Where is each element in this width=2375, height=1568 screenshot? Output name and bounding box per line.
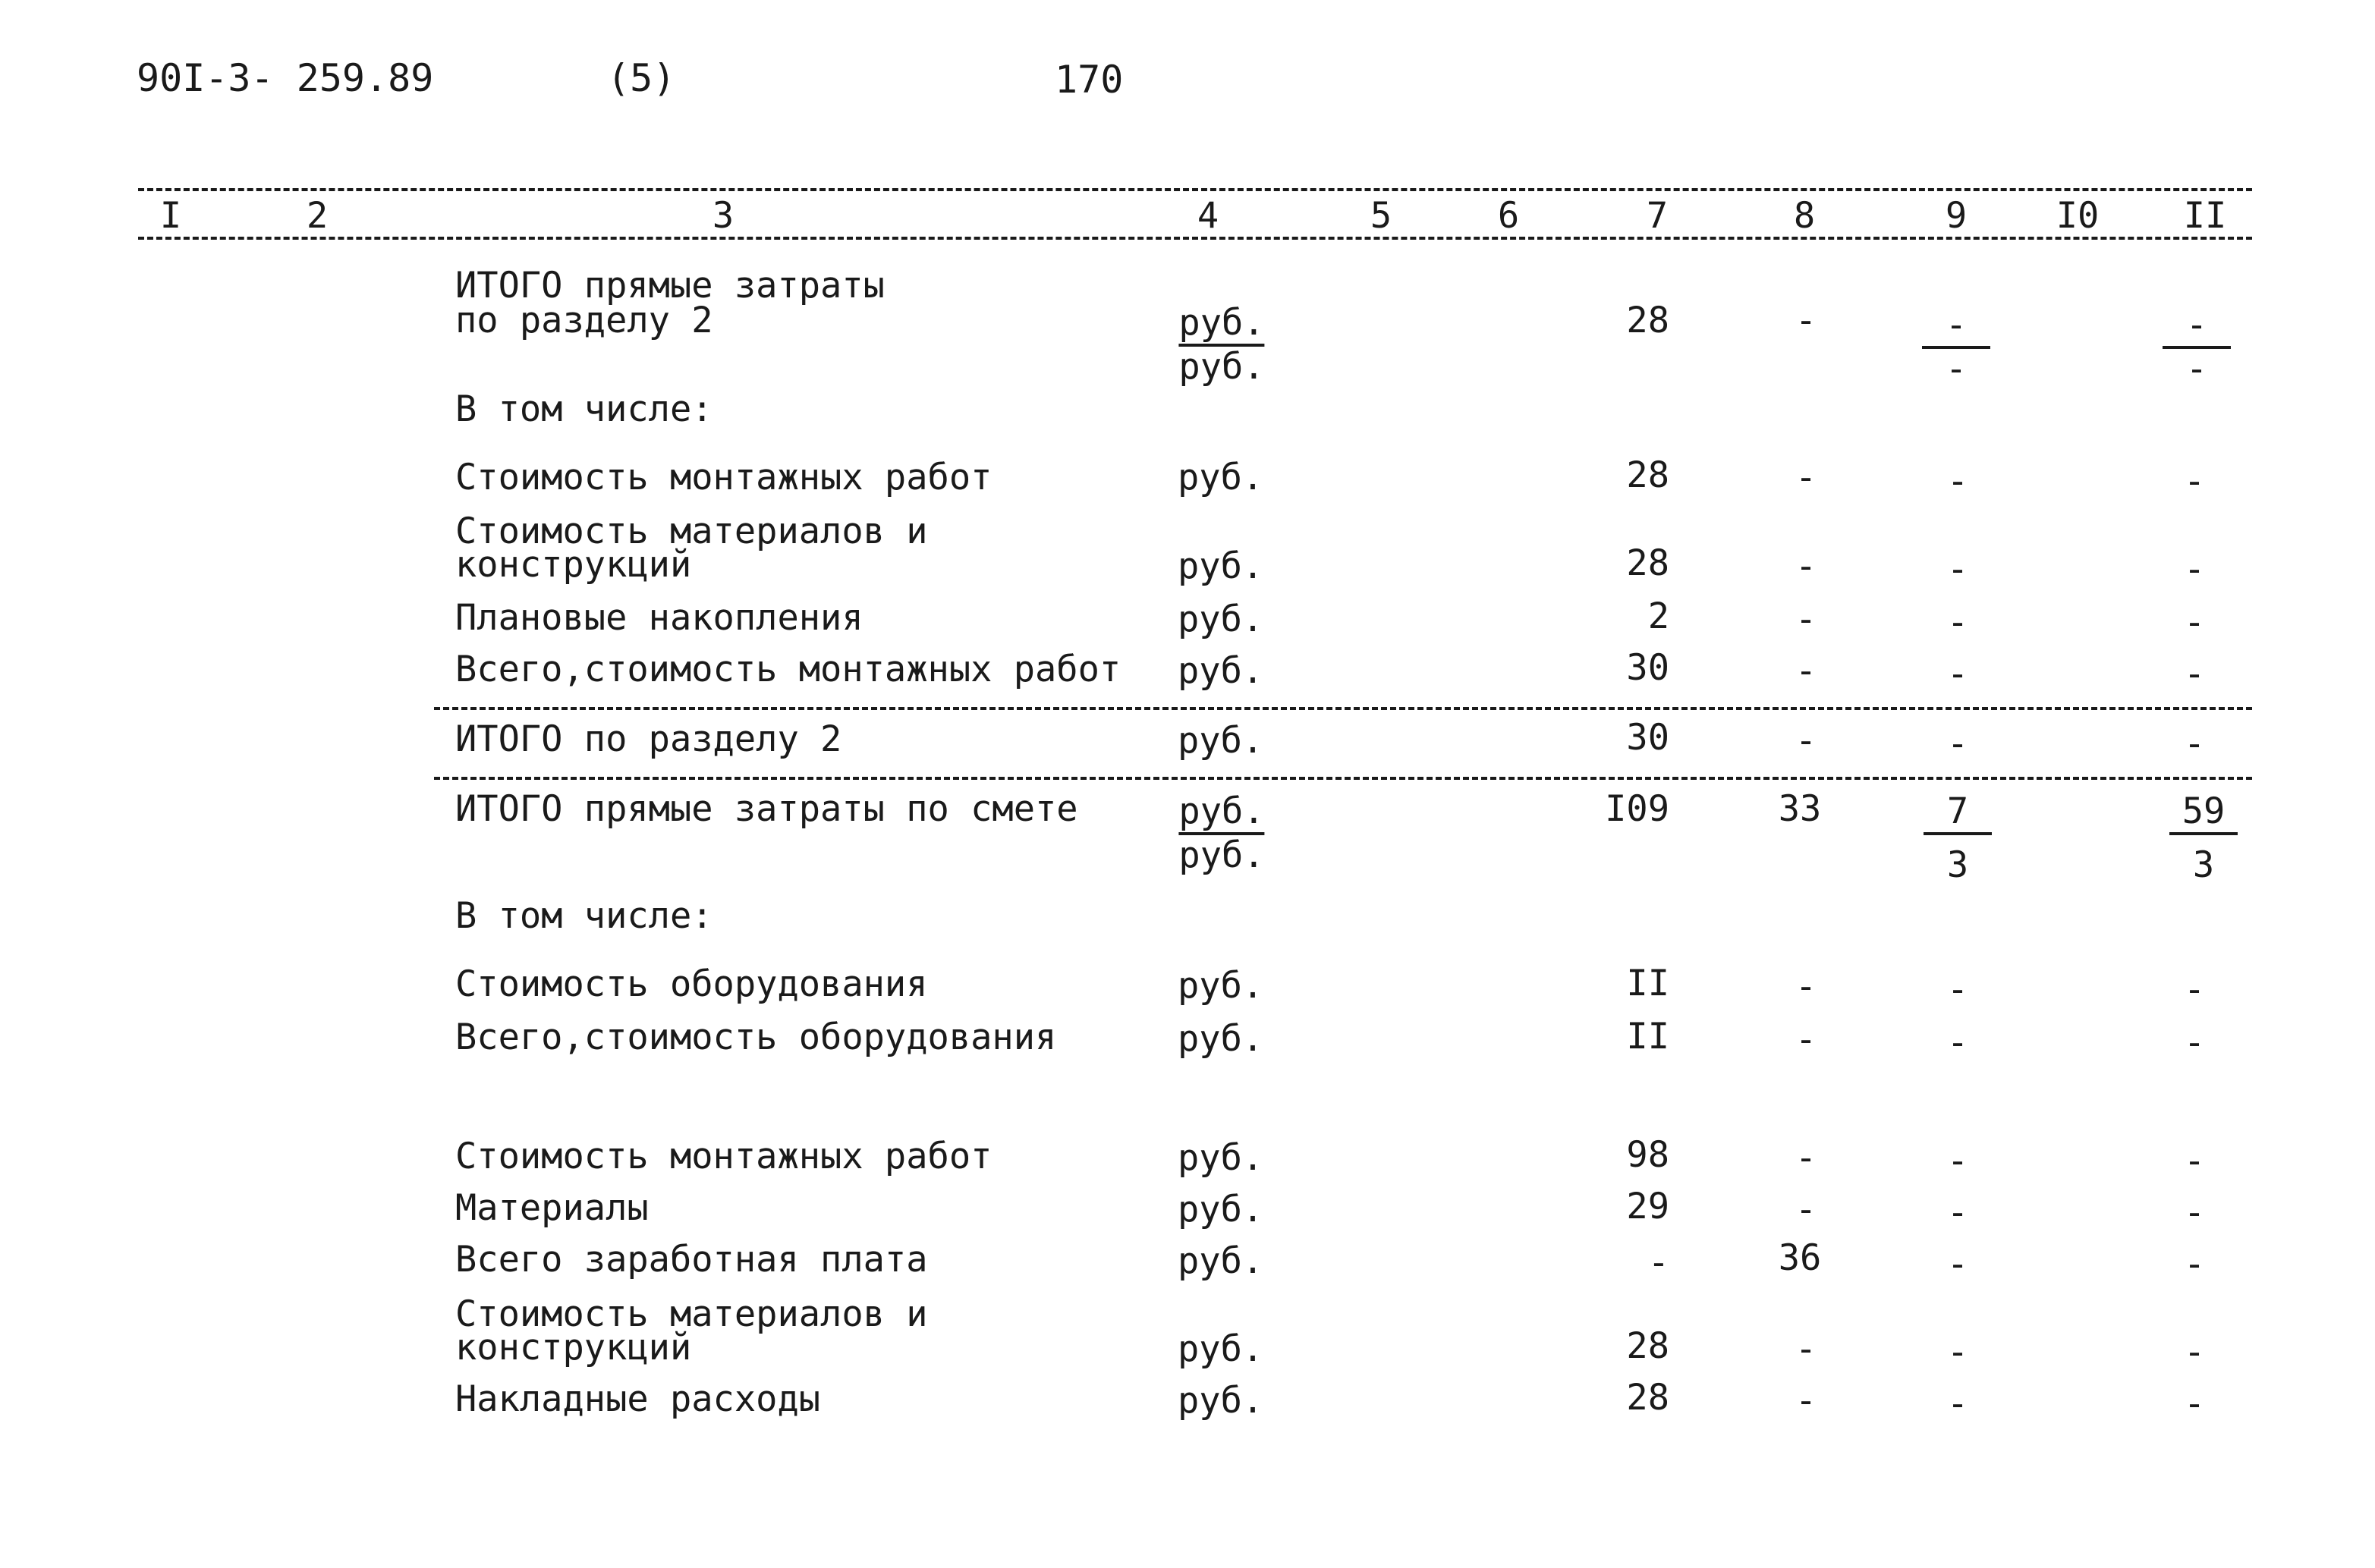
row-unit: руб. [1178,457,1264,498]
row-col7: 29 [1626,1186,1669,1227]
fraction-bar [1924,832,1992,835]
row-col11: - [2183,653,2206,695]
col9-numerator: 7 [1946,790,1969,832]
row-col11: - [2183,460,2206,502]
column-header-2: 2 [306,195,329,237]
row-col7: 28 [1626,1377,1669,1419]
row-col11: - [2183,548,2206,590]
row-col7: II [1626,963,1669,1004]
column-header-7: 7 [1646,195,1669,237]
row-col8: - [1795,545,1817,587]
row-col11: - [2183,1243,2206,1285]
unit-numerator: руб. [1178,790,1265,832]
row-col9: - [1946,1140,1969,1182]
col9-fraction [1924,790,1992,886]
estimate-total-name: ИТОГО прямые затраты по смете [455,788,1078,830]
row-col7: 30 [1626,647,1669,689]
col9-denominator: 3 [1946,844,1969,886]
row-unit: руб. [1178,1328,1264,1370]
unit-fraction [1178,790,1265,876]
col11-numerator: 59 [2182,790,2226,832]
row-col7: 98 [1626,1134,1669,1176]
row-col11: - [2183,602,2206,643]
row-name: Всего,стоимость монтажных работ [455,649,1121,690]
including-label: В том числе: [455,895,713,937]
row-col8: - [1795,1019,1817,1061]
estimate-total-col7: I09 [1605,788,1669,830]
row-col8: - [1795,1380,1817,1422]
column-header-11: II [2183,195,2227,237]
section-total-unit: руб. [1178,720,1264,762]
including-label: В том числе: [455,388,713,430]
column-header-5: 5 [1370,195,1392,237]
unit-fraction [1178,302,1265,388]
row-unit: руб. [1178,1018,1264,1060]
row-name: Стоимость монтажных работ [455,457,992,498]
unit-denominator: руб. [1178,346,1265,388]
row-name: Всего,стоимость оборудования [455,1017,1057,1058]
unit-denominator: руб. [1178,834,1265,876]
fraction-bar [2169,832,2238,835]
row-name: Плановые накопления [455,597,863,639]
row-name-line2: конструкций [455,544,692,586]
row-name: Материалы [455,1187,649,1229]
col11-denominator: 3 [2192,844,2215,886]
column-header-6: 6 [1497,195,1520,237]
row-unit: руб. [1178,650,1264,692]
row-col8: - [1795,1328,1817,1370]
row-col8: - [1795,966,1817,1007]
row-col9: - [1946,548,1969,590]
row-col7: 28 [1626,454,1669,496]
row-col8: - [1795,1189,1817,1230]
row-title-direct-costs-line1: ИТОГО прямые затраты [455,265,885,306]
row-col11: - [2183,969,2206,1010]
row-col8: - [1795,650,1817,692]
row-unit: руб. [1178,1137,1264,1179]
section-total-col9: - [1946,723,1969,765]
row-name: Накладные расходы [455,1378,821,1420]
estimate-total-col8: 33 [1778,788,1822,830]
row-col9: - [1946,1192,1969,1233]
row-name: Стоимость оборудования [455,963,928,1005]
col11-denominator: - [2185,348,2208,390]
row-col11: - [2183,1331,2206,1373]
row-col11: - [2183,1192,2206,1233]
section-total-name: ИТОГО по разделу 2 [455,718,842,760]
cell-col8: - [1795,300,1817,341]
row-title-direct-costs-line2: по разделу 2 [455,300,713,341]
section-total-col11: - [2183,723,2206,765]
row-col8: - [1795,457,1817,498]
page-number: 170 [1055,58,1124,102]
row-col7: II [1626,1016,1669,1057]
col9-numerator: - [1945,304,1968,346]
col9-fraction [1922,304,1990,390]
row-col9: - [1946,1022,1969,1064]
row-col7: - [1647,1242,1669,1284]
cell-col7: 28 [1626,300,1669,341]
row-unit: руб. [1178,545,1264,587]
section-total-col8: - [1795,720,1817,762]
row-unit: руб. [1178,1380,1264,1422]
row-unit: руб. [1178,1240,1264,1282]
row-col7: 28 [1626,542,1669,584]
column-header-1: I [159,195,182,237]
row-col11: - [2183,1022,2206,1064]
row-unit: руб. [1178,1189,1264,1230]
row-col9: - [1946,602,1969,643]
column-header-10: I0 [2056,195,2100,237]
row-col9: - [1946,1331,1969,1373]
row-col11: - [2183,1140,2206,1182]
section-total-col7: 30 [1626,717,1669,759]
column-header-4: 4 [1197,195,1219,237]
header-bottom-rule [138,237,2252,240]
row-unit: руб. [1178,965,1264,1007]
row-name: Стоимость монтажных работ [455,1136,992,1177]
column-header-9: 9 [1945,195,1968,237]
row-col7: 28 [1626,1325,1669,1367]
row-name-line2: конструкций [455,1327,692,1368]
col11-fraction [2169,790,2238,886]
unit-numerator: руб. [1178,302,1265,344]
document-part: (5) [607,56,676,100]
header-top-rule [138,188,2252,191]
section-rule [434,777,2252,780]
row-col11: - [2183,1383,2206,1425]
row-col9: - [1946,1243,1969,1285]
section-rule [434,707,2252,710]
row-name: Всего заработная плата [455,1239,928,1280]
document-code: 90I-3- 259.89 [137,56,434,100]
row-name: Стоимость материалов и [455,511,928,552]
column-header-3: 3 [712,195,735,237]
row-col8: 36 [1778,1237,1822,1279]
row-col7: 2 [1647,595,1669,637]
row-name: Стоимость материалов и [455,1293,928,1335]
row-col8: - [1795,1137,1817,1179]
row-col9: - [1946,460,1969,502]
col11-fraction [2163,304,2231,390]
col9-denominator: - [1945,348,1968,390]
row-col9: - [1946,1383,1969,1425]
row-col8: - [1795,599,1817,640]
column-header-8: 8 [1793,195,1816,237]
row-col9: - [1946,969,1969,1010]
col11-numerator: - [2185,304,2208,346]
row-unit: руб. [1178,599,1264,640]
row-col9: - [1946,653,1969,695]
